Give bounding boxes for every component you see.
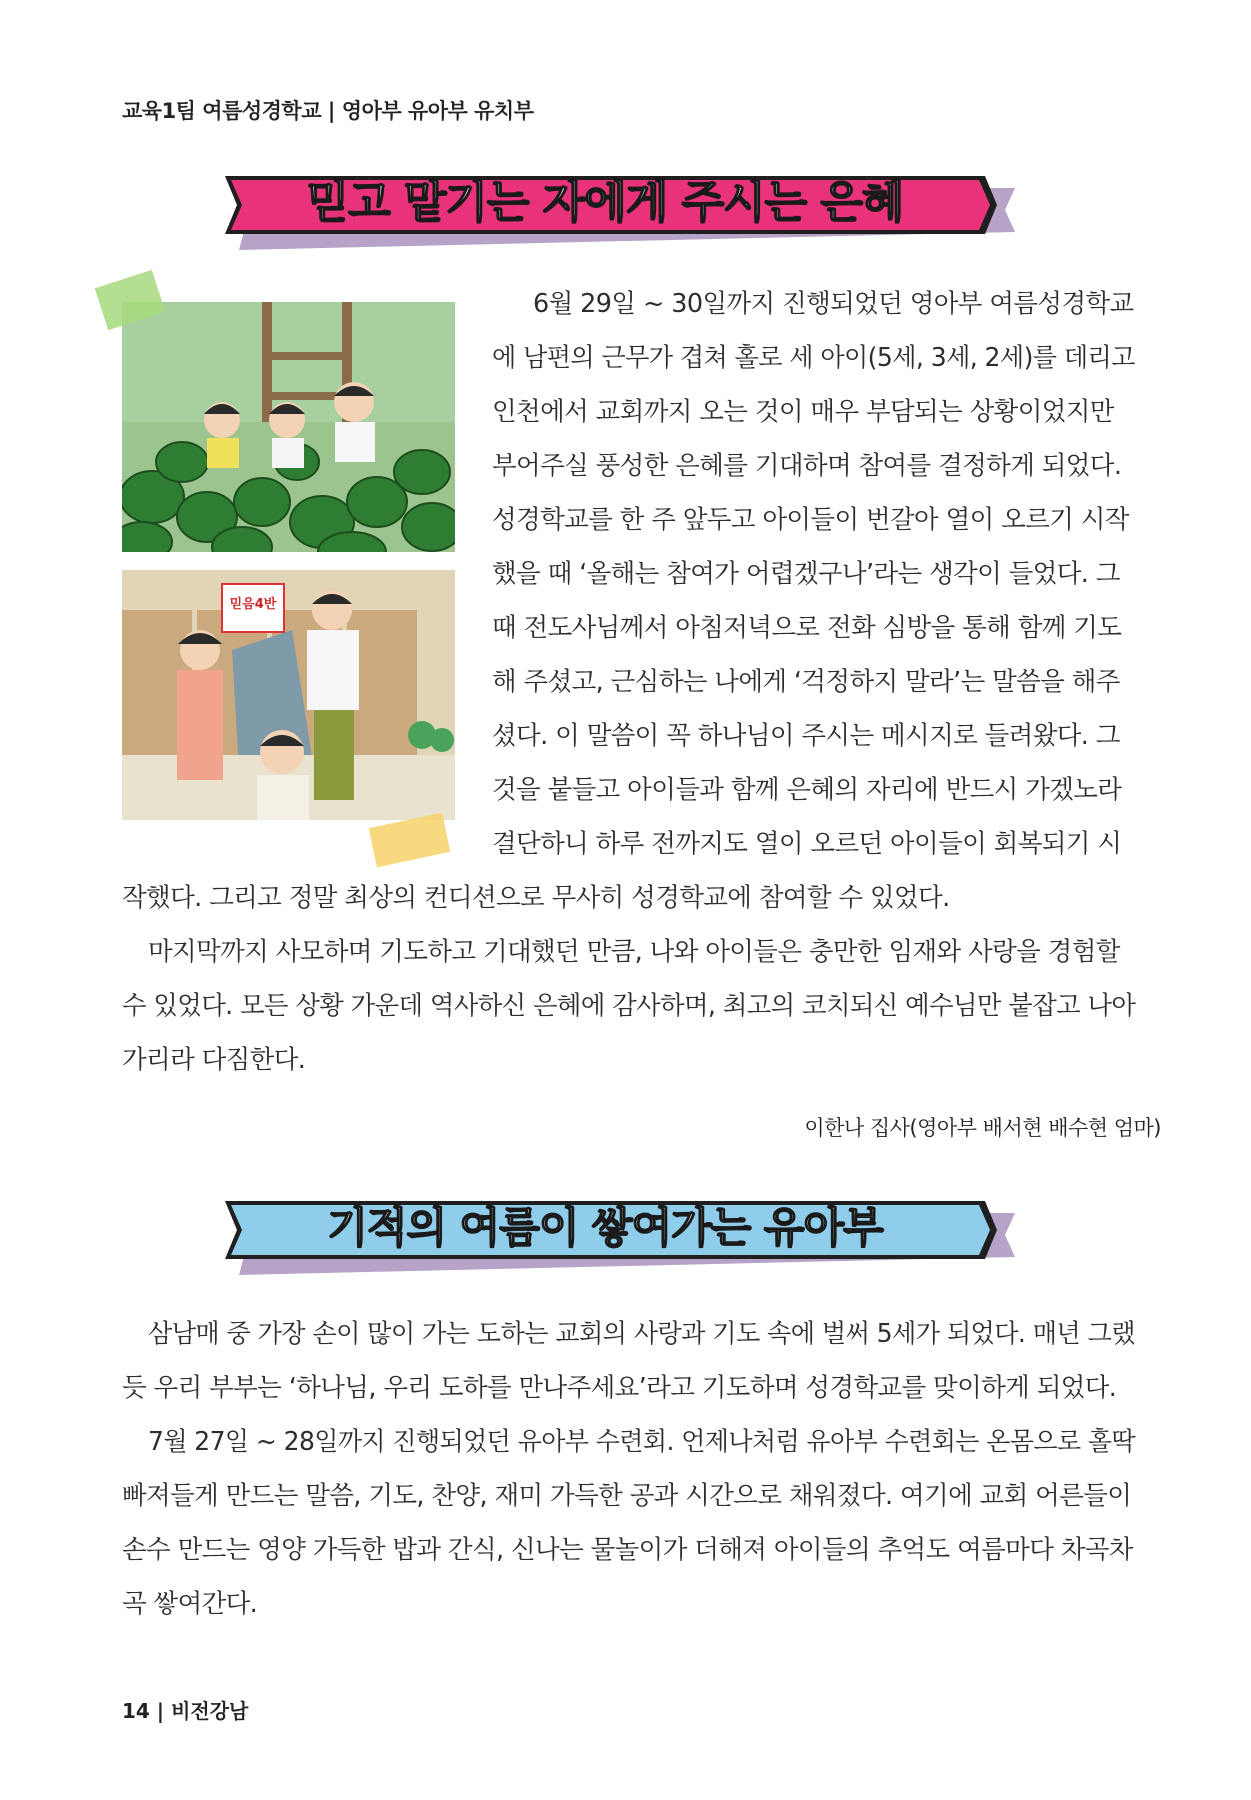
text-line: 곡 쌓여간다. xyxy=(122,1589,258,1619)
article1-title: 믿고 맡기는 자에게 주시는 은혜 xyxy=(306,177,904,228)
text-line: 마지막까지 사모하며 기도하고 기대했던 만큼, 나와 아이들은 충만한 임재와 사랑을 경험할 xyxy=(148,937,1120,967)
text-line: 듯 우리 부부는 ‘하나님, 우리 도하를 만나주세요’라고 기도하며 성경학교를 맞이하게 되었다. xyxy=(122,1373,1117,1403)
text-line: 삼남매 중 가장 손이 많이 가는 도하는 교회의 사랑과 기도 속에 벌써 5세가 되었다. 매년 그랬 xyxy=(148,1319,1135,1349)
text-line: 결단하니 하루 전까지도 열이 오르던 아이들이 회복되기 시 xyxy=(492,829,1122,859)
text-line: 에 남편의 근무가 겹쳐 홀로 세 아이(5세, 3세, 2세)를 데리고 xyxy=(492,343,1135,373)
text-line: 셨다. 이 말씀이 꼭 하나님이 주시는 메시지로 들려왔다. 그 xyxy=(492,721,1120,751)
text-line: 때 전도사님께서 아침저녁으로 전화 심방을 통해 함께 기도 xyxy=(492,613,1122,643)
text-line: 해 주셨고, 근심하는 나에게 ‘걱정하지 말라’는 말씀을 해주 xyxy=(492,667,1120,697)
text-line: 성경학교를 한 주 앞두고 아이들이 번갈아 열이 오르기 시작 xyxy=(492,505,1129,535)
class-sign-text: 믿음4반 xyxy=(229,597,277,612)
article1-title-banner xyxy=(225,172,1015,250)
text-line: 했을 때 ‘올해는 참여가 어렵겠구나’라는 생각이 들었다. 그 xyxy=(492,559,1120,589)
text-line: 7월 27일 ~ 28일까지 진행되었던 유아부 수련회. 언제나처럼 유아부 수련회는 온몸으로 홀딱 xyxy=(148,1427,1136,1457)
text-line: 6월 29일 ~ 30일까지 진행되었던 영아부 여름성경학교 xyxy=(533,289,1134,319)
section-header: 교육1팀 여름성경학교 | 영아부 유아부 유치부 xyxy=(122,99,534,123)
article2-title: 기적의 여름이 쌓여가는 유아부 xyxy=(327,1203,883,1252)
photo-classroom xyxy=(122,570,455,820)
photo-watermelon xyxy=(122,302,455,552)
text-line: 부어주실 풍성한 은혜를 기대하며 참여를 결정하게 되었다. xyxy=(492,451,1122,481)
text-line: 가리라 다짐한다. xyxy=(122,1045,306,1075)
text-line: 수 있었다. 모든 상황 가운데 역사하신 은혜에 감사하며, 최고의 코치되신 예수님만 붙잡고 나아 xyxy=(122,991,1136,1021)
text-line: 인천에서 교회까지 오는 것이 매우 부담되는 상황이었지만 xyxy=(492,397,1114,427)
text-line: 손수 만드는 영양 가득한 밥과 간식, 신나는 물놀이가 더해져 아이들의 추억도 여름마다 차곡차 xyxy=(122,1535,1133,1565)
text-line: 것을 붙들고 아이들과 함께 은혜의 자리에 반드시 가겠노라 xyxy=(492,775,1122,805)
article1-author: 이한나 집사(영아부 배서현 배수현 엄마) xyxy=(804,1116,1161,1140)
article2-title-banner xyxy=(225,1197,1015,1275)
page-number: 14 | 비전강남 xyxy=(122,1699,249,1723)
text-line: 작했다. 그리고 정말 최상의 컨디션으로 무사히 성경학교에 참여할 수 있었다. xyxy=(122,883,950,913)
decorative-tape xyxy=(369,813,451,868)
text-line: 빠져들게 만드는 말씀, 기도, 찬양, 재미 가득한 공과 시간으로 채워졌다. 여기에 교회 어른들이 xyxy=(122,1481,1132,1511)
